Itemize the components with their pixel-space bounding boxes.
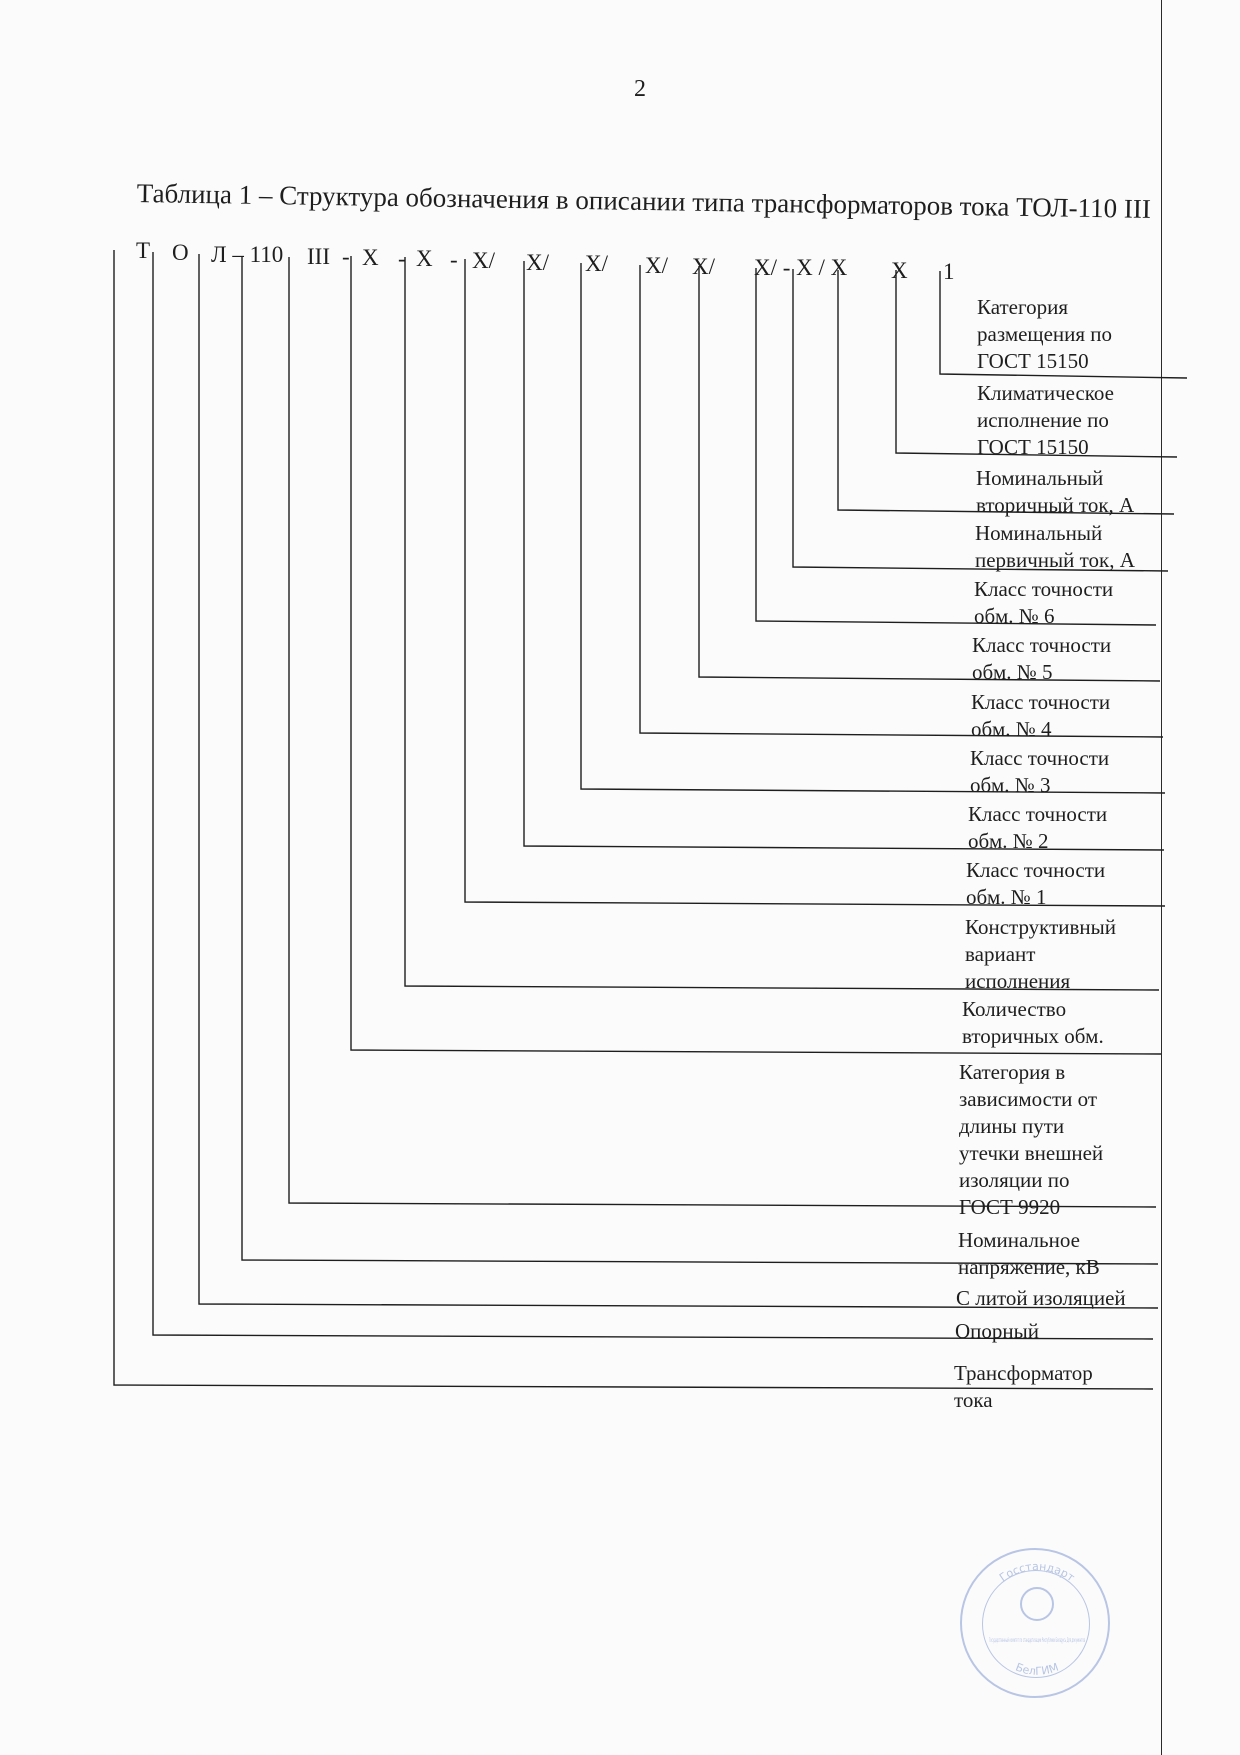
- desc-accuracy-winding-2: Класс точности обм. № 2: [968, 802, 1108, 853]
- table-title: Таблица 1 – Структура обозначения в описании типа трансформаторов тока ТОЛ-110 III: [136, 178, 1152, 224]
- desc-climatic-version: Климатическое исполнение по ГОСТ 15150: [977, 381, 1115, 459]
- desc-primary-current: Номинальный первичный ток, А: [975, 521, 1135, 572]
- stamp-top-text: Госстандарт: [997, 1559, 1078, 1585]
- code-symbol-iii: III: [307, 244, 330, 269]
- code-symbol-l-110: Л – 110: [211, 242, 284, 267]
- code-symbol-x-slash: Х/: [645, 253, 668, 278]
- desc-accuracy-winding-6: Класс точности обм. № 6: [974, 577, 1114, 628]
- code-symbol-x-slash: Х/: [472, 248, 495, 273]
- code-symbol-x-slash: Х/: [526, 250, 549, 275]
- svg-text:БелГИМ: [1014, 1661, 1061, 1678]
- code-symbol-1: 1: [943, 259, 955, 284]
- desc-secondary-windings-count: Количество вторичных обм.: [962, 997, 1104, 1048]
- code-dash: -: [450, 247, 458, 272]
- stamp-lettering: [962, 1550, 1112, 1700]
- desc-leakage-path-category: Категория в зависимости от длины пути утечки внешней изоляции по ГОСТ 9920: [959, 1060, 1104, 1219]
- code-symbol-x: Х: [362, 245, 379, 270]
- desc-cast-insulation: С литой изоляцией: [956, 1286, 1126, 1310]
- official-stamp: [960, 1548, 1110, 1698]
- desc-support-type: Опорный: [955, 1319, 1039, 1343]
- code-symbol-x: Х: [891, 258, 908, 283]
- desc-current-transformer: Трансформатор тока: [954, 1361, 1093, 1412]
- code-symbol-t: Т: [136, 238, 151, 263]
- stamp-middle-text: Государственный комитет по стандартизации Республики Беларусь Для документов: [989, 1637, 1086, 1644]
- desc-accuracy-winding-5: Класс точности обм. № 5: [972, 633, 1112, 684]
- code-symbol-x-slash: Х/: [692, 254, 715, 279]
- code-dash: -: [342, 244, 350, 269]
- desc-rated-voltage: Номинальное напряжение, кВ: [958, 1228, 1100, 1279]
- code-symbol-x-x-x: Х/ - Х / Х: [754, 255, 848, 280]
- code-symbol-x-slash: Х/: [585, 251, 608, 276]
- page-number: 2: [634, 76, 646, 102]
- code-dash: -: [398, 246, 406, 271]
- desc-placement-category: Категория размещения по ГОСТ 15150: [977, 295, 1113, 373]
- code-symbol-o: О: [172, 240, 189, 265]
- desc-design-variant: Конструктивный вариант исполнения: [965, 915, 1117, 993]
- stamp-bottom-text: БелГИМ: [1013, 1660, 1061, 1678]
- desc-accuracy-winding-3: Класс точности обм. № 3: [970, 746, 1110, 797]
- svg-text:Госстандарт: [997, 1560, 1077, 1585]
- desc-accuracy-winding-4: Класс точности обм. № 4: [971, 690, 1111, 741]
- code-symbol-x: Х: [416, 246, 433, 271]
- desc-secondary-current: Номинальный вторичный ток, А: [976, 466, 1135, 517]
- desc-accuracy-winding-1: Класс точности обм. № 1: [966, 858, 1106, 909]
